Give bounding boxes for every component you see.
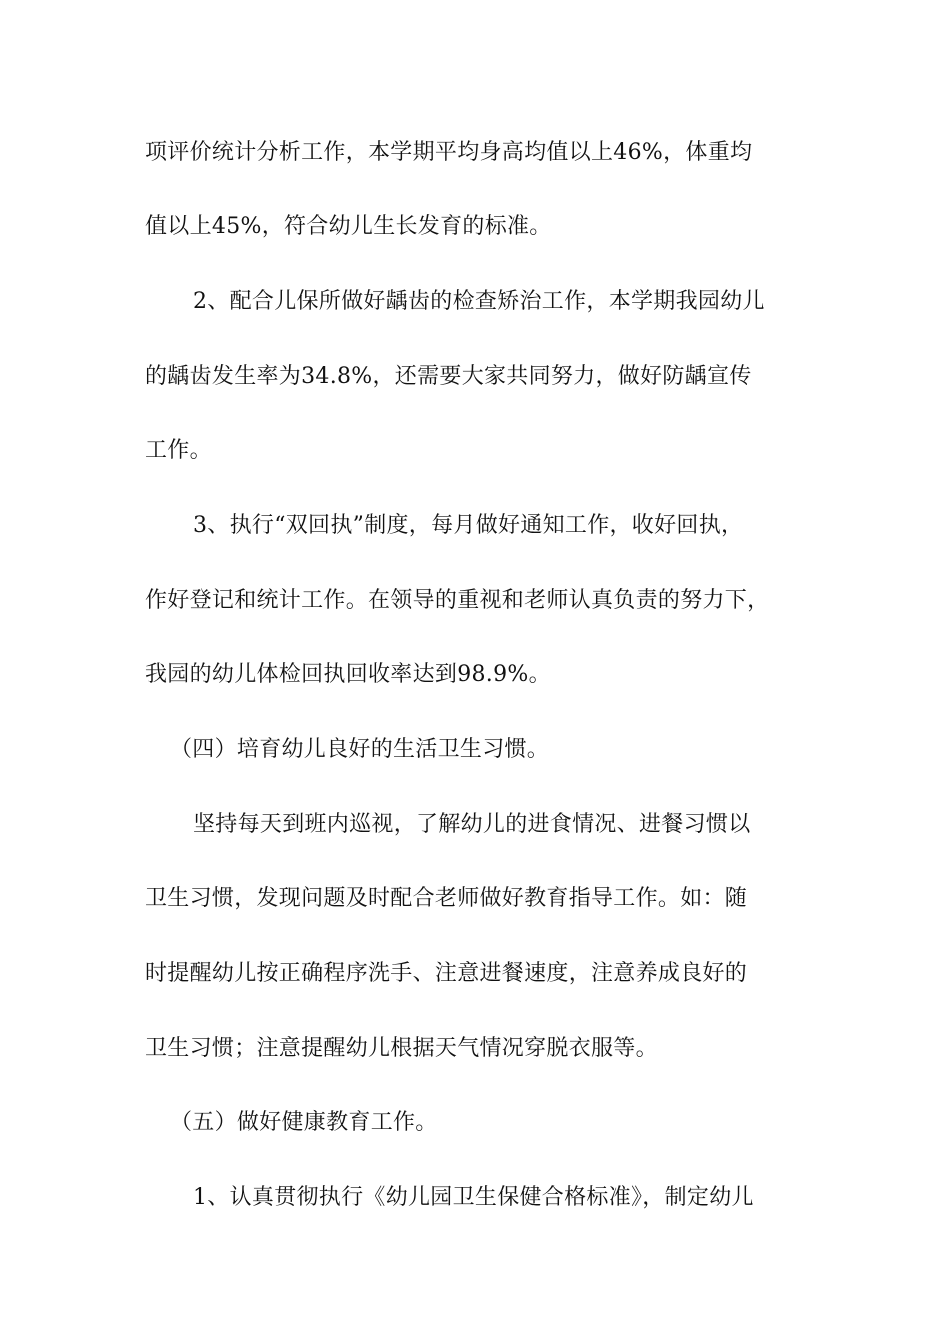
paragraph-line: 1、认真贯彻执行《幼儿园卫生保健合格标准》，制定幼儿: [193, 1185, 754, 1210]
paragraph-line: 时提醒幼儿按正确程序洗手、注意进餐速度，注意养成良好的: [145, 961, 748, 986]
paragraph-line: 工作。: [145, 438, 212, 463]
paragraph-line: 的龋齿发生率为34.8%，还需要大家共同努力，做好防龋宣传: [145, 364, 752, 389]
paragraph-line: 我园的幼儿体检回执回收率达到98.9%。: [145, 662, 551, 687]
paragraph-line: 作好登记和统计工作。在领导的重视和老师认真负责的努力下，: [145, 588, 770, 613]
paragraph-line: 2、配合儿保所做好龋齿的检查矫治工作，本学期我园幼儿: [193, 289, 765, 314]
section-heading: （四）培育幼儿良好的生活卫生习惯。: [170, 737, 550, 762]
paragraph-line: 值以上45%，符合幼儿生长发育的标准。: [145, 214, 552, 239]
paragraph-line: 3、执行“双回执”制度，每月做好通知工作，收好回执，: [193, 513, 744, 538]
section-heading: （五）做好健康教育工作。: [170, 1110, 438, 1135]
paragraph-line: 项评价统计分析工作，本学期平均身高均值以上46%，体重均: [145, 140, 753, 165]
paragraph-line: 卫生习惯，发现问题及时配合老师做好教育指导工作。如：随: [145, 886, 748, 911]
paragraph-line: 坚持每天到班内巡视，了解幼儿的进食情况、进餐习惯以: [193, 812, 751, 837]
paragraph-line: 卫生习惯；注意提醒幼儿根据天气情况穿脱衣服等。: [145, 1036, 658, 1061]
